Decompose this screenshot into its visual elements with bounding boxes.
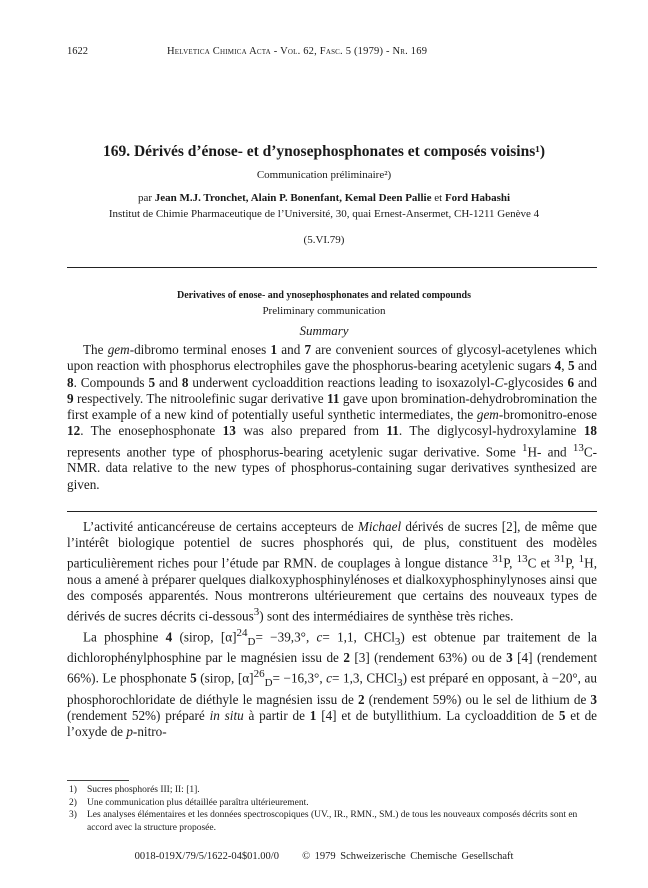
body-paragraph-1: L’activité anticancéreuse de certains accepteurs de Michael dérivés de sucres [2], de même que l’intérêt biologique potentiel de sucres phosphorés qui, de plus, constituent des modèles particulièrement riches pour l’étude par RMN. de couplages à longue distance $^{31}$P, $^{13}$C et $^{31}$P, $^1$H, nous a amené à préparer quelques dialkoxyphosphinylénoses et dialkoxyphosphinylynoses ainsi que des composés apparentés. Nous montrerons ultérieurement que certains des nouveaux types de dérivés de sucres décrits ci-dessous$^3$) sont des intermédiaires de synthèse très riches. [67,519,597,624]
footnote-mark: 2) [69,797,77,808]
received-date: (5.VI.79) [303,234,345,246]
summary-paragraph: The gem-dibromo terminal enoses 1 and 7 are convenient sources of glycosyl-acetylenes which upon reaction with phosphorus electrophiles gave the phosphorus-bearing acetylenic sugars 4, 5 and 8. Compounds 5 and 8 underwent cycloaddition reactions leading to isoxazolyl-C-glycosides 6 and 9 respectively. The nitroolefinic sugar derivative 11 gave upon bromination-dehydrobromination the first example of a new kind of potentially useful synthetic intermediates, the gem-bromonitro-enose 12. The enosephosphonate 13 was also prepared from 11. The diglycosyl-hydroxylamine 18 represents another type of phosphorus-bearing acetylenic sugar derivative. Some $^1$H- and $^{13}$C-NMR. data relative to the new types of phosphorus-containing sugar derivatives synthesized are given. [67,342,598,492]
footnotes [67,784,597,834]
article-title: 169. Dérivés d’énose- et d’ynosephosphonates et composés voisins¹) [102,143,546,160]
footnote-text: Sucres phosphorés III; II: [1]. [87,785,200,795]
footnote [67,784,597,797]
authors-last: Ford Habashi [444,192,511,204]
summary-heading: Summary [299,323,349,338]
authors-prefix: par [137,192,152,204]
english-title: Derivatives of enose- and ynosephosphonates and related compounds [176,290,471,301]
authors-conjunction: et [434,192,443,204]
running-head [67,46,597,60]
article-subtitle: Communication préliminaire²) [256,169,392,181]
footnote [67,809,597,834]
divider-bottom [67,511,597,512]
divider-top [67,267,597,268]
page-number: 1622 [67,46,88,57]
footnote-rule [67,780,129,781]
summary-text [67,342,597,493]
body-text [67,519,597,740]
page-footer [40,851,608,862]
footnote-text: Une communication plus détaillée paraîtra ultérieurement. [87,797,309,808]
affiliation: Institut de Chimie Pharmaceutique de l’Université, 30, quai Ernest-Ansermet, CH-1211 Genève 4 [108,208,540,220]
footer-copyright: © 1979 Schweizerische Chemische Gesellschaft [302,851,514,862]
footnote-mark: 3) [69,810,77,820]
author-line [40,192,608,204]
body-paragraph-2: La phosphine 4 (sirop, $[\alpha]^{24}_D= -39,3^\circ$, c= 1,1, CHCl$_3$) est obtenue par traitement de la dichlorophénylphosphine par le magnésien issu de 2 [3] (rendement 63%) ou de 3 [4] (rendement 66%). Le phosphonate 5 (sirop, $[\alpha]^{26}_D= -16,3^\circ$, c= 1,3, CHCl$_3$) est préparé en opposant, à −20°, au phosphorochloridate de diéthyle le magnésien issu de 2 (rendement 59%) ou le sel de lithium de 3 (rendement 52%) préparé in situ à partir de 1 [4] et de butyllithium. La cycloaddition de 5 et de l’oxyde de p-nitro- [67,627,598,740]
authors-names: Jean M.J. Tronchet, Alain P. Bonenfant, Kemal Deen Pallie [154,192,432,204]
footnote-mark: 1) [69,785,77,795]
english-subtitle: Preliminary communication [262,305,386,317]
journal-line: Helvetica Chimica Acta - Vol. 62, Fasc. 5 (1979) - Nr. 169 [167,46,428,57]
footer-code: 0018-019X/79/5/1622-04$01.00/0 [134,851,279,862]
footnote [67,797,597,810]
footnote-text: Les analyses élémentaires et les données spectroscopiques (UV., IR., RMN., SM.) de tous les nouveaux composés décrits sont en accord avec la structure proposée. [87,810,578,833]
